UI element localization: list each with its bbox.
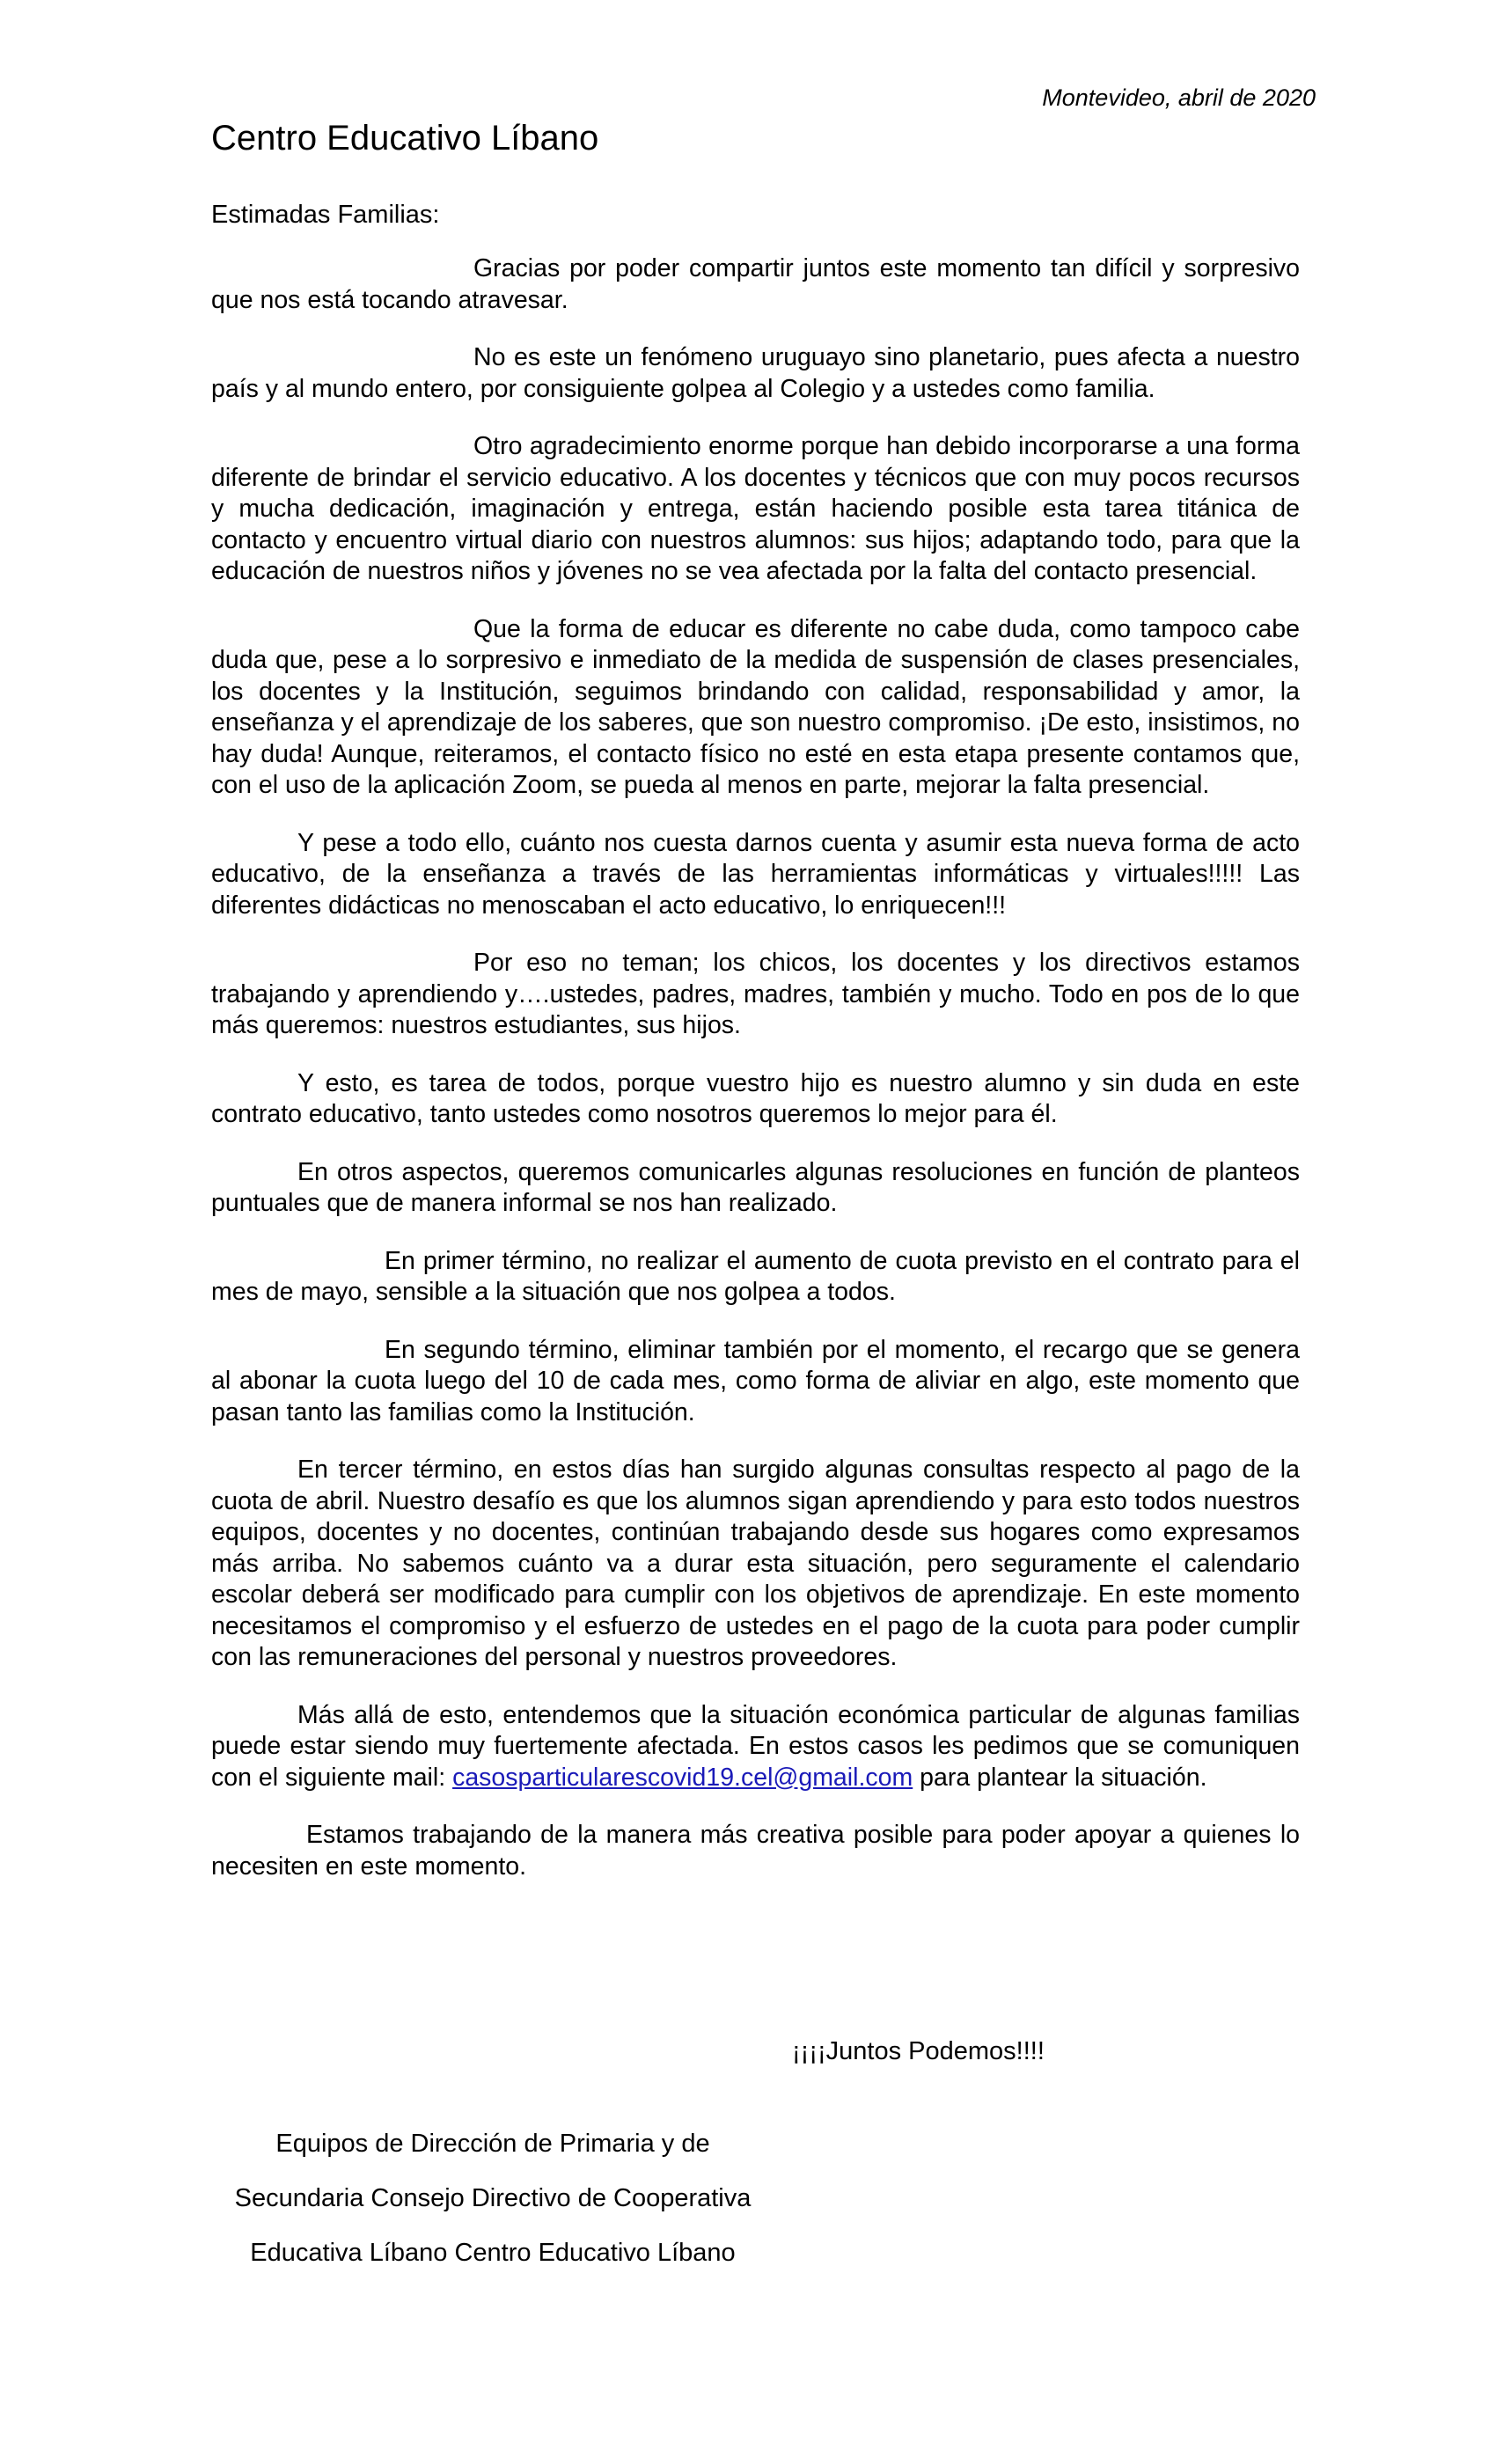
paragraph-special-cases [211,1700,1300,1794]
special-cases-text-end: para plantear la situación. [913,1763,1207,1792]
signature-line: Secundaria Consejo Directivo de Cooperativa [234,2184,752,2212]
paragraph-new-educational-act: Y pese a todo ello, cuánto nos cuesta darnos cuenta y asumir esta nueva forma de acto educativo, de la enseñanza a través de las herramientas informáticas y virtuales!!!!! Las diferentes didácticas no menoscaban el acto educativo, lo enriquecen!!! [211,828,1300,920]
paragraph-first-resolution: En primer término, no realizar el aumento de cuota previsto en el contrato para el mes de mayo, sensible a la situación que nos golpea a todos. [211,1246,1300,1306]
paragraph-gratitude: Gracias por poder compartir juntos este momento tan difícil y sorpresivo que nos está tocando atravesar. [211,254,1300,314]
letter-date: Montevideo, abril de 2020 [1042,84,1316,111]
salutation: Estimadas Familias: [211,201,440,229]
school-name-heading: Centro Educativo Líbano [211,119,599,158]
paragraph-education-different: Que la forma de educar es diferente no cabe duda, como tampoco cabe duda que, pese a lo sorpresivo e inmediato de la medida de suspensión de clases presenciales, los docentes y la Institución, seguimos brindando con calidad, responsabilidad y amor, la enseñanza y el aprendizaje de los saberes, que son nuestro compromiso. ¡De esto, insistimos, no hay duda! Aunque, reiteramos, el contacto físico no esté en esta etapa presente contamos que, con el uso de la aplicación Zoom, se pueda al menos en parte, mejorar la falta presencial. [211,614,1300,799]
signature-line: Equipos de Dirección de Primaria y de [275,2130,710,2158]
paragraph-teachers-thanks: Otro agradecimiento enorme porque han debido incorporarse a una forma diferente de brindar el servicio educativo. A los docentes y técnicos que con muy pocos recursos y mucha dedicación, imaginación y entrega, están haciendo posible esta tarea titánica de contacto y encuentro virtual diario con nuestros alumnos: sus hijos; adaptando todo, para que la educación de nuestros niños y jóvenes no se vea afectada por la falta del contacto presencial. [211,432,1300,585]
paragraph-working-creatively: Estamos trabajando de la manera más creativa posible para poder apoyar a quienes lo necesiten en este momento. [211,1821,1300,1881]
letter-body [211,253,1300,1909]
special-cases-text: Más allá de esto, entendemos que la situación económica particular de algunas familias puede estar siendo muy fuertemente afectada. En estos casos les pedimos que se comuniquen con el siguiente mail: [211,1700,1300,1792]
paragraph-second-resolution: En segundo término, eliminar también por el momento, el recargo que se genera al abonar la cuota luego del 10 de cada mes, como forma de aliviar en algo, este momento que pasan tanto las familias como la Institución. [211,1335,1300,1426]
closing-phrase: ¡¡¡¡Juntos Podemos!!!! [792,2037,1045,2065]
paragraph-global-phenomenon: No es este un fenómeno uruguayo sino planetario, pues afecta a nuestro país y al mundo entero, por consiguiente golpea al Colegio y a ustedes como familia. [211,343,1300,403]
paragraph-resolutions-intro: En otros aspectos, queremos comunicarles algunas resoluciones en función de planteos puntuales que de manera informal se nos han realizado. [211,1157,1300,1217]
paragraph-do-not-fear: Por eso no teman; los chicos, los docentes y los directivos estamos trabajando y aprendiendo y….ustedes, padres, madres, también y mucho. Todo en pos de lo que más queremos: nuestros estudiantes, sus hijos. [211,949,1300,1039]
contact-email-link[interactable]: casosparticularescovid19.cel@gmail.com [452,1763,913,1792]
signature-block [211,2116,774,2280]
signature-line: Educativa Líbano Centro Educativo Líbano [250,2239,736,2267]
paragraph-third-resolution: En tercer término, en estos días han surgido algunas consultas respecto al pago de la cuota de abril. Nuestro desafío es que los alumnos sigan aprendiendo y para esto todos nuestros equipos, docentes y no docentes, continúan trabajando desde sus hogares como expresamos más arriba. No sabemos cuánto va a durar esta situación, pero seguramente el calendario escolar deberá ser modificado para cumplir con los objetivos de aprendizaje. En este momento necesitamos el compromiso y el esfuerzo de ustedes en el pago de la cuota para poder cumplir con las remuneraciones del personal y nuestros proveedores. [211,1456,1300,1671]
paragraph-shared-task: Y esto, es tarea de todos, porque vuestro hijo es nuestro alumno y sin duda en este contrato educativo, tanto ustedes como nosotros queremos lo mejor para él. [211,1068,1300,1128]
